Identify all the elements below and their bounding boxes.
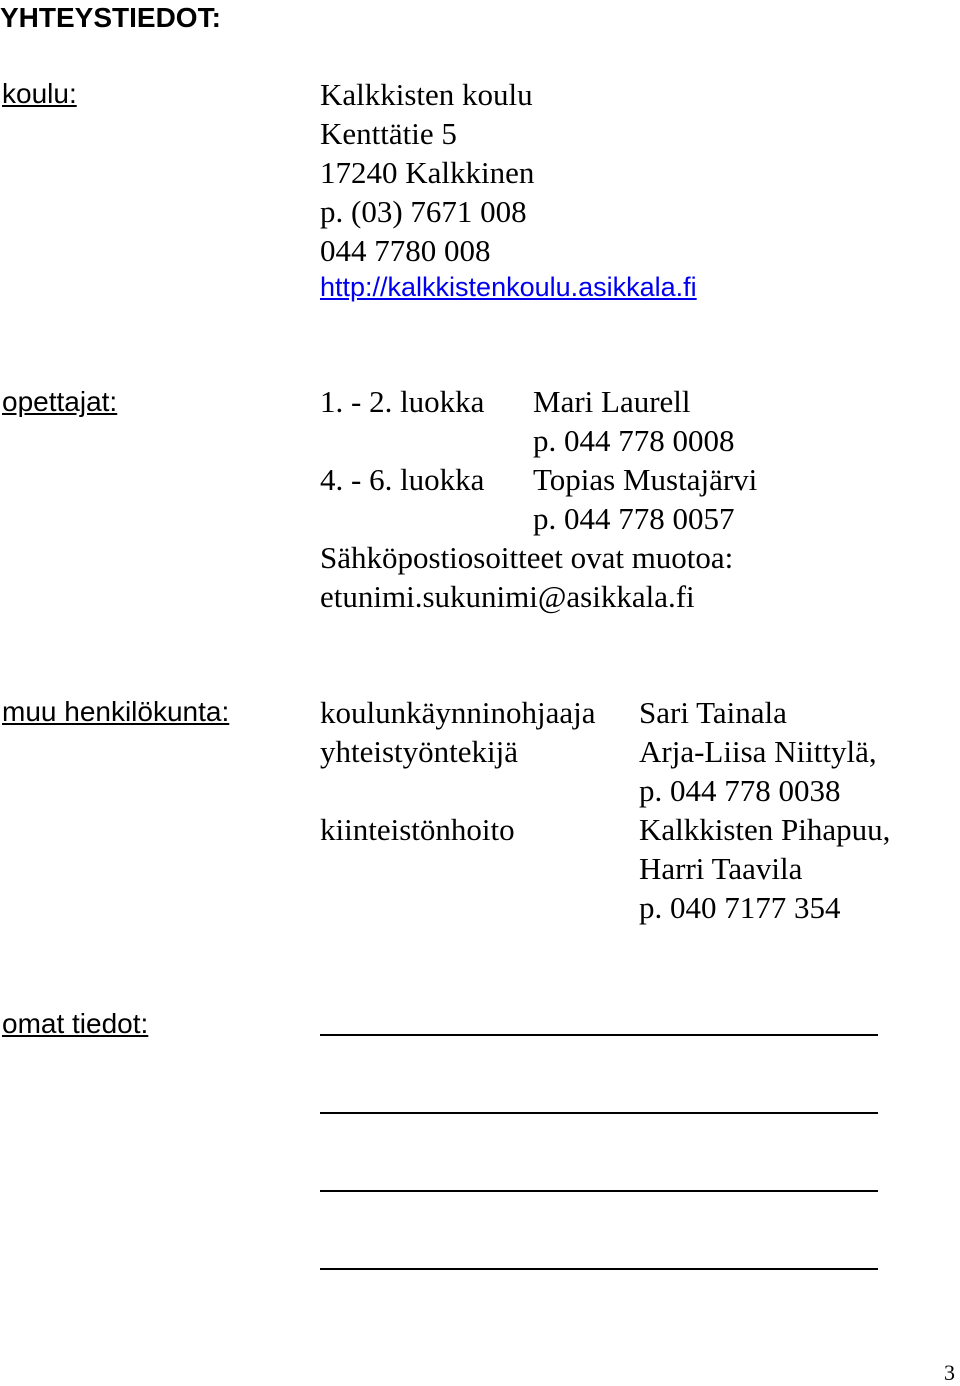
- staff-person: Arja-Liisa Niittylä,: [639, 734, 877, 769]
- school-street: Kenttätie 5: [320, 116, 457, 151]
- staff-person: Sari Tainala: [639, 695, 787, 730]
- page-number: 3: [944, 1360, 955, 1385]
- staff-label: muu henkilökunta:: [2, 696, 230, 727]
- school-name: Kalkkisten koulu: [320, 77, 533, 112]
- school-mobile: 044 7780 008: [320, 233, 491, 268]
- teacher-name: Mari Laurell: [533, 384, 691, 419]
- school-postal: 17240 Kalkkinen: [320, 155, 535, 190]
- teacher-grade: 1. - 2. luokka: [320, 384, 485, 419]
- own-info-blank-line[interactable]: [320, 1190, 878, 1192]
- teacher-phone: p. 044 778 0057: [533, 501, 735, 536]
- own-info-label: omat tiedot:: [2, 1008, 149, 1039]
- staff-person: Kalkkisten Pihapuu,: [639, 812, 891, 847]
- teacher-phone: p. 044 778 0008: [533, 423, 735, 458]
- own-info-blank-line[interactable]: [320, 1268, 878, 1270]
- email-format: etunimi.sukunimi@asikkala.fi: [320, 579, 695, 614]
- teacher-grade: 4. - 6. luokka: [320, 462, 485, 497]
- teacher-name: Topias Mustajärvi: [533, 462, 758, 497]
- own-info-blank-line[interactable]: [320, 1034, 878, 1036]
- school-website-link[interactable]: http://kalkkistenkoulu.asikkala.fi: [320, 272, 697, 302]
- school-phone: p. (03) 7671 008: [320, 194, 527, 229]
- page-title: YHTEYSTIEDOT:: [0, 2, 221, 33]
- own-info-blank-line[interactable]: [320, 1112, 878, 1114]
- staff-phone: p. 040 7177 354: [639, 890, 841, 925]
- staff-person: Harri Taavila: [639, 851, 803, 886]
- staff-role: kiinteistönhoito: [320, 812, 515, 847]
- staff-phone: p. 044 778 0038: [639, 773, 841, 808]
- staff-role: koulunkäynninohjaaja: [320, 695, 596, 730]
- teachers-label: opettajat:: [2, 386, 118, 417]
- school-label: koulu:: [2, 78, 77, 109]
- email-format-note: Sähköpostiosoitteet ovat muotoa:: [320, 540, 734, 575]
- staff-role: yhteistyöntekijä: [320, 734, 519, 769]
